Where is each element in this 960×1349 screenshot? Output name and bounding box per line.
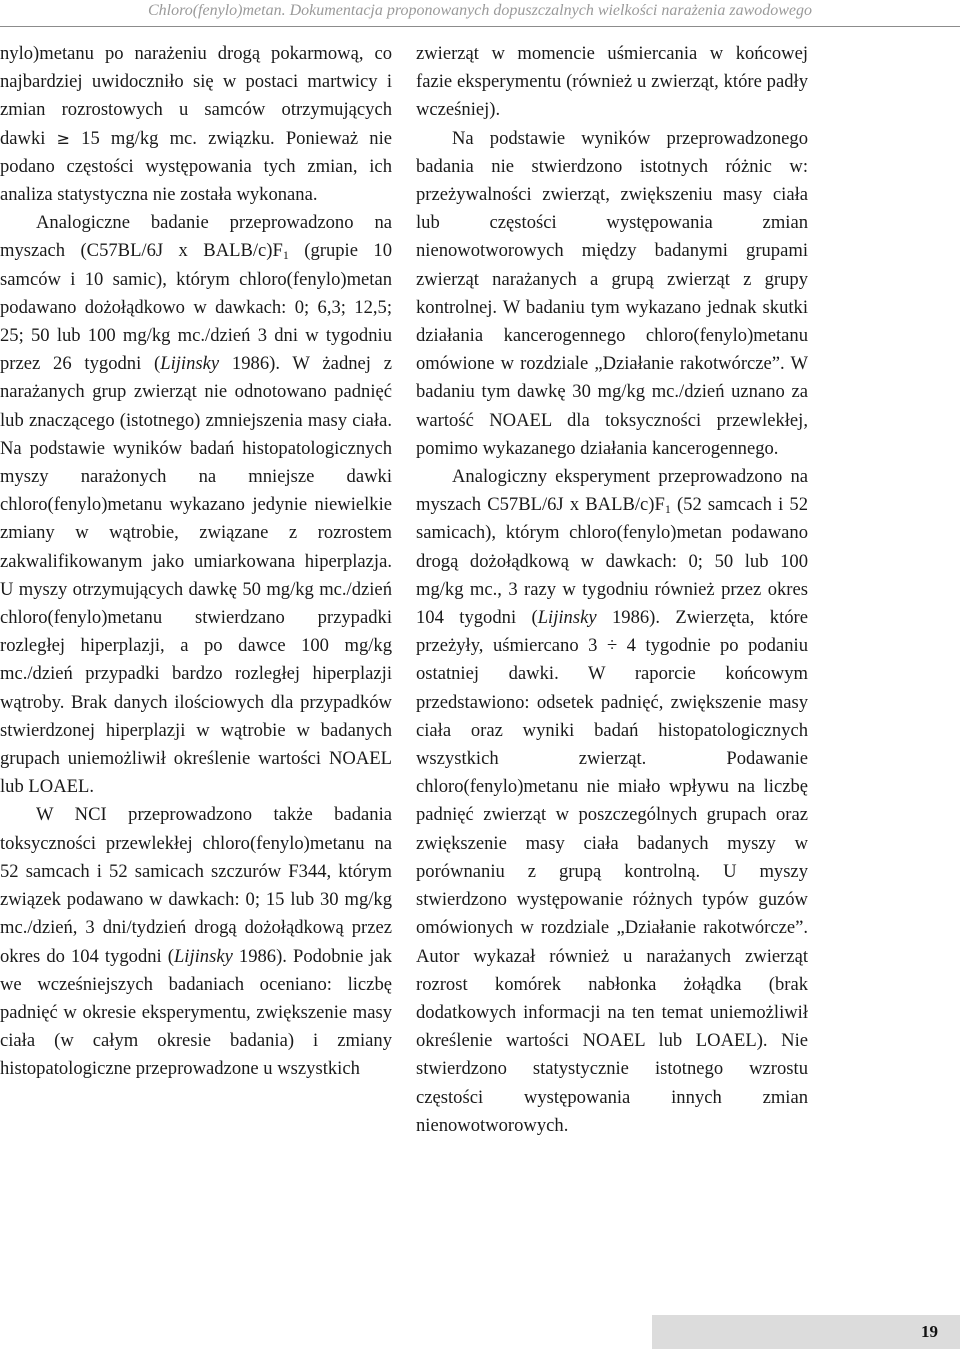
paragraph: zwierząt w momencie uśmiercania w końcowej fazie eksperymentu (również u zwierząt, które padły wcześniej).: [416, 43, 808, 121]
page-number: 19: [921, 1322, 938, 1341]
paragraph: [0, 801, 392, 1083]
paragraph-text: 1986). Zwierzęta, które przeżyły, uśmiercano 3: [416, 607, 808, 657]
paragraph-text: 15 mg/kg mc. związku. Ponieważ nie podano częstości występowania tych zmian, ich analiza statystyczna nie została wykonana.: [0, 127, 392, 206]
paragraph: Na podstawie wyników przeprowadzonego badania nie stwierdzono istotnych różnic w: przeżywalności zwierząt, zwiększeniu masy ciała lub częstości występowania zmian nienowotworowych między badanymi grupami zwierząt narażanych a grupą zwierząt z grupy kontrolnej. W badaniu tym wykazano jednak skutki działania kancerogennego chloro(fenylo)metanu omówione w rozdziale „Działanie rakotwórcze”. W badaniu tym dawkę 30 mg/kg mc./dzień uznano za wartość NOAEL dla toksyczności przewlekłej, pomimo wykazanego działania kancerogennego.: [416, 127, 808, 459]
header-divider: [0, 26, 960, 27]
paragraph-text: Analogiczne badanie przeprowadzono na myszach (C57BL/6J x BALB/c)F: [0, 212, 392, 262]
paragraph-text: (52 samcach i 52 samicach), którym chloro(fenylo)metan podawano drogą dożołądkową w dawkach: 0; 50 lub 100 mg/kg mc., 3 razy w tygodniu również przez okres 104 tygodni (: [416, 494, 808, 629]
paragraph: [0, 209, 392, 801]
paragraph-text: 1986). W żadnej z narażanych grup zwierząt nie odnotowano padnięć lub znaczącego (istotnego) zmniejszenia masy ciała. Na podstawie wyników badań histopatologicznych myszy narażonych na mniejsze dawki chloro(fenylo)metanu wykazano jedynie niewielkie zmiany w wątrobie, związane z rozrostem zakwalifikowanym jako umiarkowana hiperplazja. U myszy otrzymujących dawkę 50 mg/kg mc./dzień chloro(fenylo)metanu stwierdzano przypadki rozległej hiperplazji, a po dawce 100 mg/kg mc./dzień przypadki bardzo rozległej hiperplazji wątroby. Brak danych ilościowych dla przypadków stwierdzonej hiperplazji w wątrobie w badanych grupach uniemożliwił określenie wartości NOAEL lub LOAEL.: [0, 353, 392, 798]
left-column: [0, 40, 392, 1084]
paragraph-text: 4 tygodnie po podaniu ostatniej dawki. W raporcie końcowym przedstawiono: odsetek padnięć, zwiększenie masy ciała oraz wyniki badań histopatologicznych wszystkich zwierząt. Podawanie chloro(fenylo)metanu nie miało wpływu na liczbę padnięć zwierząt w poszczególnych grupach oraz zwiększenie masy ciała badanych myszy w porównaniu z grupą kontrolną. U myszy stwierdzono występowanie różnych typów guzów omówionych w rozdziale „Działanie rakotwórcze”. Autor wykazał również u narażanych zwierząt rozrost komórek nabłonka żołądka (brak dodatkowych informacji na ten temat uniemożliwił określenie wartości NOAEL lub LOAEL). Nie stwierdzono statystycznie istotnego wzrostu częstości występowania innych zmian nienowotworowych.: [416, 635, 808, 1136]
paragraph-text: (grupie 10 samców i 10 samic), którym chloro(fenylo)metan podawano dożołądkowo w dawkach: 0; 6,3; 12,5; 25; 50 lub 100 mg/kg mc./dzień 3 dni w tygodniu przez 26 tygodni (: [0, 240, 392, 375]
paragraph-text: nylo)metanu po narażeniu drogą pokarmową, co najbardziej uwidoczniło się w postaci martwicy i zmian rozrostowych u samców otrzymujących dawki: [0, 43, 392, 149]
citation-author: Lijinsky: [173, 945, 233, 967]
paragraph-text: Analogiczny eksperyment przeprowadzono na myszach C57BL/6J x BALB/c)F: [416, 466, 808, 516]
paragraph: [416, 463, 808, 1140]
paragraph: [0, 40, 392, 209]
paragraph-text: W NCI przeprowadzono także badania toksyczności przewlekłej chloro(fenylo)metanu na 52 samcach i 52 samicach szczurów F344, którym związek podawano w dawkach: 0; 15 lub 30 mg/kg mc./dzień, 3 dni/tydzień drogą dożołądkową przez okres do 104 tygodni (: [0, 804, 392, 967]
ge-symbol: ≥: [56, 128, 70, 148]
subscript: 1: [664, 502, 671, 517]
citation-author: Lijinsky: [160, 353, 220, 375]
right-column: [416, 40, 808, 1140]
division-symbol: ÷: [606, 635, 618, 657]
running-header: Chloro(fenylo)metan. Dokumentacja proponowanych dopuszczalnych wielkości narażenia zawodowego: [147, 2, 813, 19]
citation-author: Lijinsky: [537, 607, 597, 629]
subscript: 1: [282, 248, 289, 263]
paragraph-text: 1986). Podobnie jak we wcześniejszych badaniach oceniano: liczbę padnięć w okresie eksperymentu, zwiększenie masy ciała (w całym okresie badania) i zmiany histopatologiczne przeprowadzone u wszystkich: [0, 945, 392, 1080]
